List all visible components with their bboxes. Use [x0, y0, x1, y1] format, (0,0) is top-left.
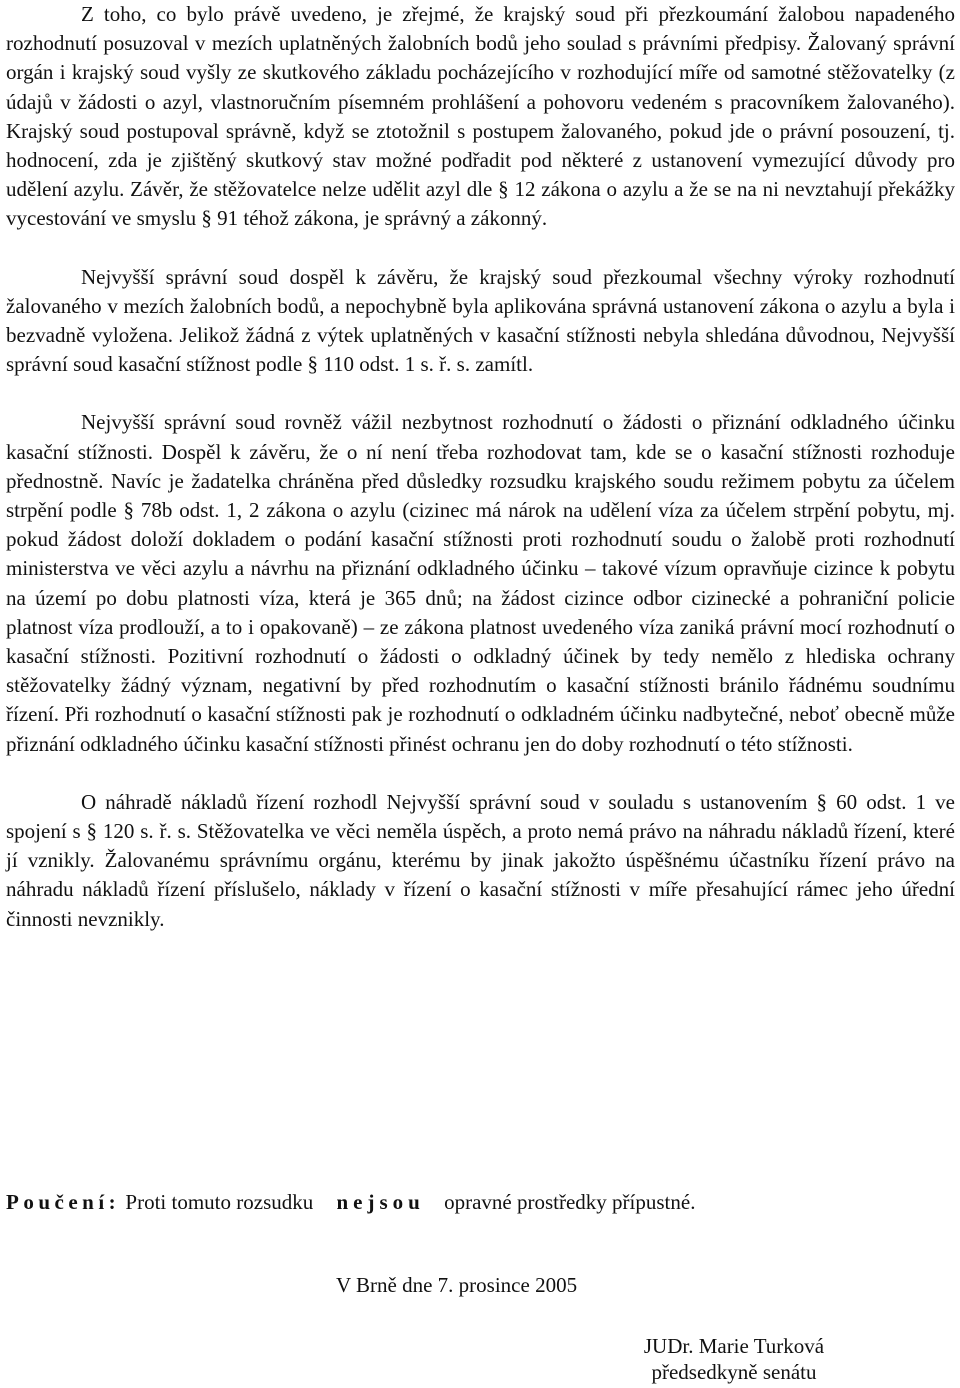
document-page	[6, 0, 955, 1384]
paragraph-reasoning-1: Z toho, co bylo právě uvedeno, je zřejmé, že krajský soud při přezkoumání žalobou napadeného rozhodnutí posuzoval v mezích uplatněných žalobních bodů jeho soulad s právními předpisy. Žalovaný správní orgán i krajský soud vyšly ze skutkového základu pocházejícího v rozhodující míře od samotné stěžovatelky (z údajů v žádosti o azyl, vlastnoručním písemném prohlášení a pohovoru vedeném s pracovníkem žalovaného). Krajský soud postupoval správně, když se ztotožnil s postupem žalovaného, pokud jde o právní posouzení, tj. hodnocení, zda je zjištěný skutkový stav možné podřadit pod některé z ustanovení vymezující důvody pro udělení azylu. Závěr, že stěžovatelce nelze udělit azyl dle § 12 zákona o azylu a že se na ni nevztahují překážky vycestování ve smyslu § 91 téhož zákona, je správný a zákonný.	[6, 2, 955, 231]
instruction-emphasis: nejsou	[336, 1190, 425, 1214]
instruction-label: Poučení:	[6, 1190, 121, 1214]
signatory-role: předsedkyně senátu	[651, 1360, 817, 1384]
paragraph-suspensive-effect: Nejvyšší správní soud rovněž vážil nezbytnost rozhodnutí o žádosti o přiznání odkladného účinku kasační stížnosti. Dospěl k závěru, že o ní není třeba rozhodovat tam, kde se o kasační stížnosti rozhoduje přednostně. Navíc je žadatelka chráněna před důsledky rozsudku krajského soudu režimem pobytu za účelem strpění podle § 78b odst. 1, 2 zákona o azylu (cizinec má nárok na udělení víza za účelem strpění pobytu, mj. pokud žádost doloží dokladem o podání kasační stížnosti proti rozhodnutí soudu o žalobě proti rozhodnutí ministerstva ve věci azylu a návrhu na přiznání odkladného účinku – takové vízum opravňuje cizince k pobytu na území po dobu platnosti víza, která je 365 dnů; na žádost cizince odbor cizinecké a pohraniční policie platnost víza prodlouží, a to i opakovaně) – ze zákona platnost uvedeného víza zaniká právní mocí rozhodnutí o kasační stížnosti. Pozitivní rozhodnutí o žádosti o odkladný účinek by tedy nemělo z hlediska ochrany stěžovatelky žádný význam, negativní by před rozhodnutím o kasační stížnosti bránilo řádnému soudnímu řízení. Při rozhodnutí o kasační stížnosti pak je rozhodnutí o odkladném účinku nadbytečné, neboť obecně může přiznání odkladného účinku kasační stížnosti přinést ochranu jen do doby rozhodnutí o této stížnosti.	[6, 410, 955, 756]
paragraph-costs: O náhradě nákladů řízení rozhodl Nejvyšší správní soud v souladu s ustanovením § 60 odst. 1 ve spojení s § 120 s. ř. s. Stěžovatelka ve věci neměla úspěch, a proto nemá právo na náhradu nákladů řízení, které jí vznikly. Žalovanému správnímu orgánu, kterému by jinak jakožto úspěšnému účastníku řízení právo na náhradu nákladů řízení příslušelo, náklady v řízení o kasační stížnosti v míře přesahující rámec jeho úřední činnosti nevznikly.	[6, 789, 955, 931]
instruction-text-after: opravné prostředky přípustné.	[444, 1190, 696, 1214]
paragraph-reasoning-2: Nejvyšší správní soud dospěl k závěru, že krajský soud přezkoumal všechny výroky rozhodnutí žalovaného v mezích žalobních bodů, a nepochybně byla aplikována správná ustanovení zákona o azylu a byla i bezvadně vyložena. Jelikož žádná z výtek uplatněných v kasační stížnosti nebyla shledána důvodnou, Nejvyšší správní soud kasační stížnost podle § 110 odst. 1 s. ř. s. zamítl.	[6, 264, 955, 377]
signature-block	[618, 1333, 850, 1385]
instruction-text-before: Proti tomuto rozsudku	[125, 1190, 314, 1214]
legal-instruction	[6, 1188, 695, 1217]
place-and-date: V Brně dne 7. prosince 2005	[336, 1273, 578, 1297]
signatory-name: JUDr. Marie Turková	[643, 1334, 825, 1358]
